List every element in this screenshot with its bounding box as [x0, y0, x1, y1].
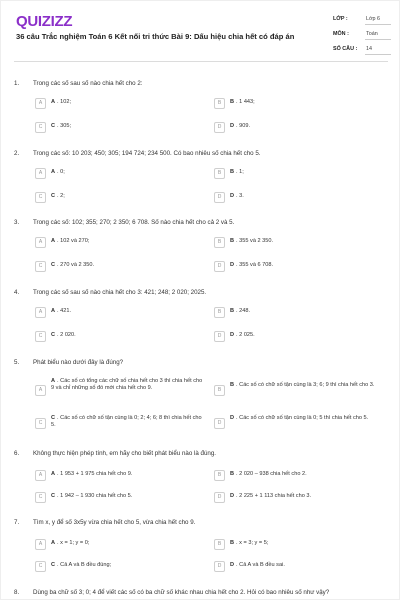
option-letter: D [230, 262, 235, 268]
option-text: D . Các số có chữ số tận cùng là 0; 5 thì chia hết cho 5. [230, 415, 369, 421]
option-badge: B [214, 98, 225, 109]
meta-mon-value: Toán [366, 31, 378, 37]
meta-socau-value: 14 [366, 46, 372, 52]
option-badge: B [214, 470, 225, 481]
option-badge: B [214, 237, 225, 248]
option-letter: D [230, 332, 235, 338]
option-letter: B [230, 471, 235, 477]
option-label: 1 443; [239, 99, 255, 105]
option-text: D . 355 và 6 708. [230, 262, 274, 268]
option-text: B . 2 020 – 938 chia hết cho 2. [230, 471, 307, 477]
option-text: C . Các số có chữ số tận cùng là 0; 2; 4; 6; 8 thì chia hết cho 5. [51, 415, 202, 429]
option-label: 2 025. [239, 332, 255, 338]
question-number: 7. [14, 519, 20, 526]
option-text: A . 0; [51, 169, 65, 175]
option-badge: C [35, 122, 46, 133]
question-text: Trong các số sau số nào chia hết cho 2: [33, 80, 143, 87]
quizizz-logo: QUIZIZZ [16, 13, 73, 30]
question-text: Dùng ba chữ số 3; 0; 4 để viết các số có ba chữ số khác nhau chia hết cho 2. Hỏi có bao nhiêu số như vậy? [33, 589, 330, 596]
question-text: Trong các số sau số nào chia hết cho 3: 421; 248; 2 020; 2025. [33, 289, 207, 296]
option-text: D . 2 025. [230, 332, 255, 338]
divider [365, 39, 391, 40]
option-letter: A [51, 169, 56, 175]
option-badge: C [35, 261, 46, 272]
option-text: B . 1 443; [230, 99, 255, 105]
option-text: C . Cả A và B đều đúng; [51, 562, 112, 568]
option-label: 248. [239, 308, 251, 314]
option-label: Cả A và B đều đúng; [60, 562, 112, 568]
option-label: 1 953 + 1 975 chia hết cho 9. [60, 471, 133, 477]
option-letter: A [51, 378, 56, 384]
option-badge: A [35, 385, 46, 396]
option-label: x = 3; y = 5; [239, 540, 269, 546]
option-badge: D [214, 561, 225, 572]
option-text: A . 421. [51, 308, 72, 314]
option-label: Các số có chữ số tận cùng là 0; 2; 4; 6; 8 thì chia hết cho 5. [51, 415, 202, 429]
question-text: Trong các số: 102; 355; 270; 2 350; 6 708. Số nào chia hết cho cả 2 và 5. [33, 219, 235, 226]
option-label: Các số có chữ số tận cùng là 3; 6; 9 thì chia hết cho 3. [239, 382, 375, 388]
option-text: A . 102 và 270; [51, 238, 90, 244]
option-letter: D [230, 123, 235, 129]
option-label: 102; [60, 99, 72, 105]
option-badge: A [35, 168, 46, 179]
question-text: Trong các số: 10 203; 450; 305; 194 724; 234 500. Có bao nhiêu số chia hết cho 5. [33, 150, 261, 157]
option-label: 1 942 – 1 930 chia hết cho 5. [60, 493, 133, 499]
option-letter: C [51, 262, 56, 268]
option-badge: A [35, 539, 46, 550]
option-label: Cả A và B đều sai. [239, 562, 285, 568]
option-badge: A [35, 237, 46, 248]
option-badge: B [214, 168, 225, 179]
question-text: Không thực hiện phép tính, em hãy cho biết phát biểu nào là đúng. [33, 450, 217, 457]
option-letter: C [51, 562, 56, 568]
option-text: A . 102; [51, 99, 72, 105]
divider [365, 54, 391, 55]
question-number: 2. [14, 150, 20, 157]
option-label: Các số có tổng các chữ số chia hết cho 3 thì chia hết cho 9 và chỉ những số đó mới chia hết cho 9. [51, 378, 203, 392]
header-divider [14, 61, 388, 62]
option-label: x = 1; y = 0; [60, 540, 90, 546]
option-badge: D [214, 192, 225, 203]
option-badge: D [214, 331, 225, 342]
meta-lop-label: LỚP : [333, 16, 348, 22]
option-badge: D [214, 261, 225, 272]
option-letter: B [230, 540, 235, 546]
option-label: 355 và 6 708. [239, 262, 274, 268]
option-label: 305; [60, 123, 72, 129]
option-badge: D [214, 418, 225, 429]
option-letter: D [230, 493, 235, 499]
option-text: D . 909. [230, 123, 251, 129]
option-letter: C [51, 493, 56, 499]
option-text: C . 2 020. [51, 332, 76, 338]
question-text: Tìm x, y để số 3x5y vừa chia hết cho 5, vừa chia hết cho 9. [33, 519, 196, 526]
option-text: C . 2; [51, 193, 65, 199]
option-label: 355 và 2 350. [239, 238, 274, 244]
question-number: 3. [14, 219, 20, 226]
option-letter: A [51, 308, 56, 314]
question-text: Phát biểu nào dưới đây là đúng? [33, 359, 124, 366]
option-letter: C [51, 415, 56, 421]
divider [365, 24, 391, 25]
option-text: A . 1 953 + 1 975 chia hết cho 9. [51, 471, 133, 477]
page-title: 36 câu Trắc nghiệm Toán 6 Kết nối tri thức Bài 9: Dấu hiệu chia hết có đáp án [16, 32, 295, 41]
option-badge: A [35, 98, 46, 109]
option-text: B . 1; [230, 169, 244, 175]
option-letter: D [230, 193, 235, 199]
option-badge: C [35, 192, 46, 203]
option-letter: B [230, 238, 235, 244]
option-badge: D [214, 492, 225, 503]
option-label: Các số có chữ số tận cùng là 0; 5 thì chia hết cho 5. [239, 415, 369, 421]
option-badge: C [35, 561, 46, 572]
option-badge: D [214, 122, 225, 133]
option-letter: D [230, 562, 235, 568]
option-letter: B [230, 308, 235, 314]
option-letter: B [230, 169, 235, 175]
option-letter: A [51, 471, 56, 477]
option-label: 2; [60, 193, 65, 199]
option-letter: D [230, 415, 235, 421]
option-badge: C [35, 418, 46, 429]
option-text: B . 355 và 2 350. [230, 238, 274, 244]
option-label: 3. [239, 193, 244, 199]
option-label: 2 020. [60, 332, 76, 338]
option-label: 909. [239, 123, 251, 129]
option-text: D . Cả A và B đều sai. [230, 562, 285, 568]
option-label: 0; [60, 169, 65, 175]
meta-mon-label: MÔN : [333, 31, 349, 37]
option-badge: B [214, 307, 225, 318]
option-text: D . 2 225 + 1 113 chia hết cho 3. [230, 493, 312, 499]
option-badge: A [35, 307, 46, 318]
option-text: A . Các số có tổng các chữ số chia hết cho 3 thì chia hết cho 9 và chỉ những số đó mới chia hết cho 9. [51, 378, 203, 392]
option-letter: A [51, 99, 56, 105]
option-text: B . Các số có chữ số tận cùng là 3; 6; 9 thì chia hết cho 3. [230, 382, 375, 388]
option-text: B . 248. [230, 308, 251, 314]
option-badge: B [214, 539, 225, 550]
option-text: C . 270 và 2 350. [51, 262, 95, 268]
meta-socau-label: SỐ CÂU : [333, 46, 358, 52]
option-text: D . 3. [230, 193, 244, 199]
option-text: A . x = 1; y = 0; [51, 540, 90, 546]
option-badge: C [35, 331, 46, 342]
option-letter: C [51, 332, 56, 338]
option-badge: B [214, 385, 225, 396]
option-label: 270 và 2 350. [60, 262, 95, 268]
option-letter: C [51, 123, 56, 129]
option-text: B . x = 3; y = 5; [230, 540, 269, 546]
option-text: C . 1 942 – 1 930 chia hết cho 5. [51, 493, 133, 499]
option-badge: A [35, 470, 46, 481]
question-number: 8. [14, 589, 20, 596]
option-letter: C [51, 193, 56, 199]
option-label: 102 và 270; [60, 238, 90, 244]
option-label: 1; [239, 169, 244, 175]
option-letter: A [51, 540, 56, 546]
option-letter: B [230, 99, 235, 105]
option-label: 421. [60, 308, 72, 314]
option-text: C . 305; [51, 123, 72, 129]
question-number: 1. [14, 80, 20, 87]
option-letter: A [51, 238, 56, 244]
option-label: 2 225 + 1 113 chia hết cho 3. [239, 493, 312, 499]
option-badge: C [35, 492, 46, 503]
option-letter: B [230, 382, 235, 388]
question-number: 4. [14, 289, 20, 296]
question-number: 6. [14, 450, 20, 457]
option-label: 2 020 – 938 chia hết cho 2. [239, 471, 307, 477]
question-number: 5. [14, 359, 20, 366]
meta-lop-value: Lớp 6 [366, 16, 381, 22]
